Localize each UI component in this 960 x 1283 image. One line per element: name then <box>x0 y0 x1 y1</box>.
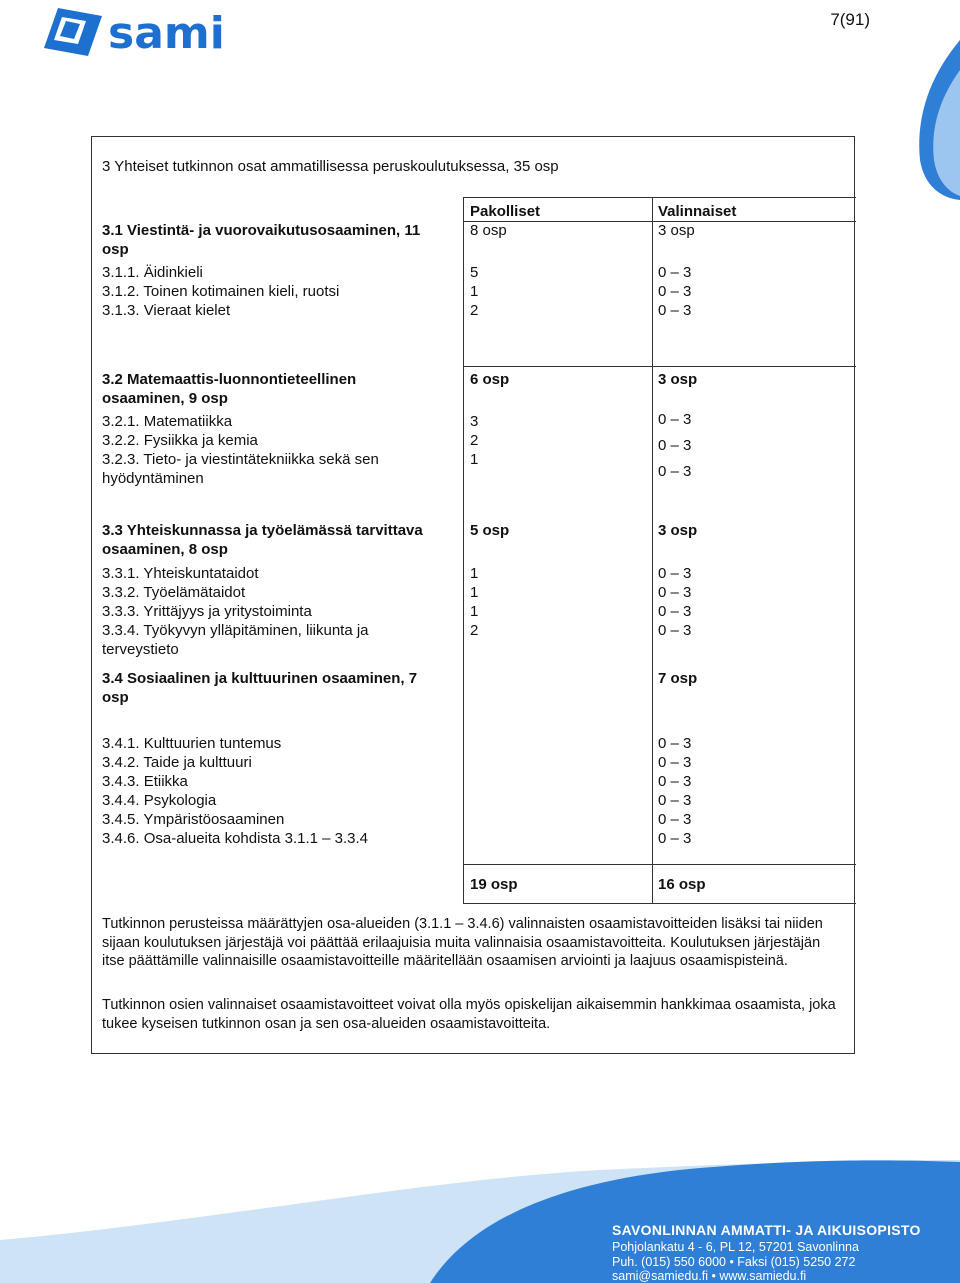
logo-mark-icon <box>44 8 102 56</box>
item-label: 3.3.4. Työkyvyn ylläpitäminen, liikunta ja <box>102 622 369 639</box>
grid-line <box>463 903 856 904</box>
footer-address: Pohjolankatu 4 - 6, PL 12, 57201 Savonlinna <box>612 1240 859 1254</box>
paragraph-1: Tutkinnon perusteissa määrättyjen osa-alueiden (3.1.1 – 3.4.6) valinnaisten osaamistavoitteiden lisäksi tai niiden sijaan koulutuksen järjestäjä voi päättää erilaajuisia muita valinnaisia osaamistavoitteita. Koulutuksen järjestäjän itse päättämille valinnaisille osaamistavoitteille määritellään osaamisen arviointi ja laajuus osaamispisteinä. <box>102 916 823 969</box>
section-3-1-required-values: 5 1 2 <box>470 264 479 319</box>
document-title: 3 Yhteiset tutkinnon osat ammatillisessa peruskoulutuksessa, 35 osp <box>102 158 559 175</box>
col-header-required: Pakolliset <box>470 203 541 220</box>
section-3-2-optional-value: 0 – 3 <box>658 437 692 454</box>
grid-line <box>463 864 464 904</box>
section-3-4-items <box>102 734 368 848</box>
grid-line <box>463 197 856 198</box>
item-label: 3.1.2. Toinen kotimainen kieli, ruotsi <box>102 283 340 300</box>
item-label: 3.1.1. Äidinkieli <box>102 264 203 281</box>
section-3-3-optional-total: 3 osp <box>658 522 698 539</box>
page-number: 7(91) <box>830 10 870 29</box>
section-3-3-title: 3.3 Yhteiskunnassa ja työelämässä tarvittava osaaminen, 8 osp <box>102 522 423 558</box>
logo-text: sami <box>108 8 225 59</box>
section-3-2-optional-value: 0 – 3 <box>658 463 692 480</box>
section-3-3-required-values: 1 1 1 2 <box>470 565 479 639</box>
grid-line <box>652 197 653 367</box>
item-label: 3.3.2. Työelämätaidot <box>102 584 246 601</box>
section-3-3-optional-values: 0 – 3 0 – 3 0 – 3 0 – 3 <box>658 565 692 639</box>
grid-line <box>463 366 856 367</box>
section-3-1-optional-values: 0 – 3 0 – 3 0 – 3 <box>658 264 692 319</box>
section-3-2-optional-total: 3 osp <box>658 371 698 388</box>
item-label: 3.4.3. Etiikka <box>102 773 188 790</box>
section-3-1-title: 3.1 Viestintä- ja vuorovaikutusosaaminen, 11 osp <box>102 222 421 258</box>
section-3-4-title: 3.4 Sosiaalinen ja kulttuurinen osaaminen, 7 osp <box>102 670 418 706</box>
section-3-2-optional-value: 0 – 3 <box>658 411 692 428</box>
footer-email-web: sami@samiedu.fi • www.samiedu.fi <box>612 1269 807 1283</box>
total-required: 19 osp <box>470 876 518 893</box>
grid-line <box>652 366 653 864</box>
section-3-2-title: 3.2 Matemaattis-luonnontieteellinen osaaminen, 9 osp <box>102 371 357 407</box>
item-label: hyödyntäminen <box>102 470 204 487</box>
footer-phone-fax: Puh. (015) 550 6000 • Faksi (015) 5250 272 <box>612 1255 856 1269</box>
grid-line <box>652 864 653 904</box>
section-3-1-items <box>102 263 339 320</box>
section-3-4-optional-total: 7 osp <box>658 670 698 687</box>
grid-line <box>463 197 464 367</box>
item-label: 3.3.3. Yrittäjyys ja yritystoiminta <box>102 603 312 620</box>
footer-school-name: SAVONLINNAN AMMATTI- JA AIKUISOPISTO <box>612 1222 921 1238</box>
section-3-2-required-values: 3 2 1 <box>470 413 479 468</box>
total-optional: 16 osp <box>658 876 706 893</box>
section-3-3-required-total: 5 osp <box>470 522 510 539</box>
section-3-1-required-total: 8 osp <box>470 222 507 239</box>
grid-line <box>463 864 856 865</box>
item-label: 3.2.2. Fysiikka ja kemia <box>102 432 258 449</box>
section-3-2-items <box>102 412 379 488</box>
item-label: 3.2.3. Tieto- ja viestintätekniikka sekä sen <box>102 451 379 468</box>
section-3-4-optional-values: 0 – 3 0 – 3 0 – 3 0 – 3 0 – 3 0 – 3 <box>658 735 692 847</box>
paragraph-2: Tutkinnon osien valinnaiset osaamistavoitteet voivat olla myös opiskelijan aikaisemmin hankkimaa osaamista, joka tukee kyseisen tutkinnon osan ja sen osa-alueiden osaamistavoitteita. <box>102 997 836 1032</box>
item-label: 3.3.1. Yhteiskuntataidot <box>102 565 259 582</box>
item-label: 3.4.6. Osa-alueita kohdista 3.1.1 – 3.3.4 <box>102 830 369 847</box>
section-3-2-required-total: 6 osp <box>470 371 510 388</box>
item-label: 3.4.1. Kulttuurien tuntemus <box>102 735 282 752</box>
section-3-1-optional-total: 3 osp <box>658 222 695 239</box>
item-label: 3.1.3. Vieraat kielet <box>102 302 231 319</box>
sami-logo <box>40 4 255 60</box>
col-header-optional: Valinnaiset <box>658 203 737 220</box>
item-label: 3.4.2. Taide ja kulttuuri <box>102 754 252 771</box>
item-label: 3.4.4. Psykologia <box>102 792 217 809</box>
item-label: 3.4.5. Ympäristöosaaminen <box>102 811 285 828</box>
item-label: terveystieto <box>102 641 179 658</box>
item-label: 3.2.1. Matematiikka <box>102 413 233 430</box>
section-3-3-items <box>102 564 369 659</box>
grid-line <box>463 366 464 864</box>
